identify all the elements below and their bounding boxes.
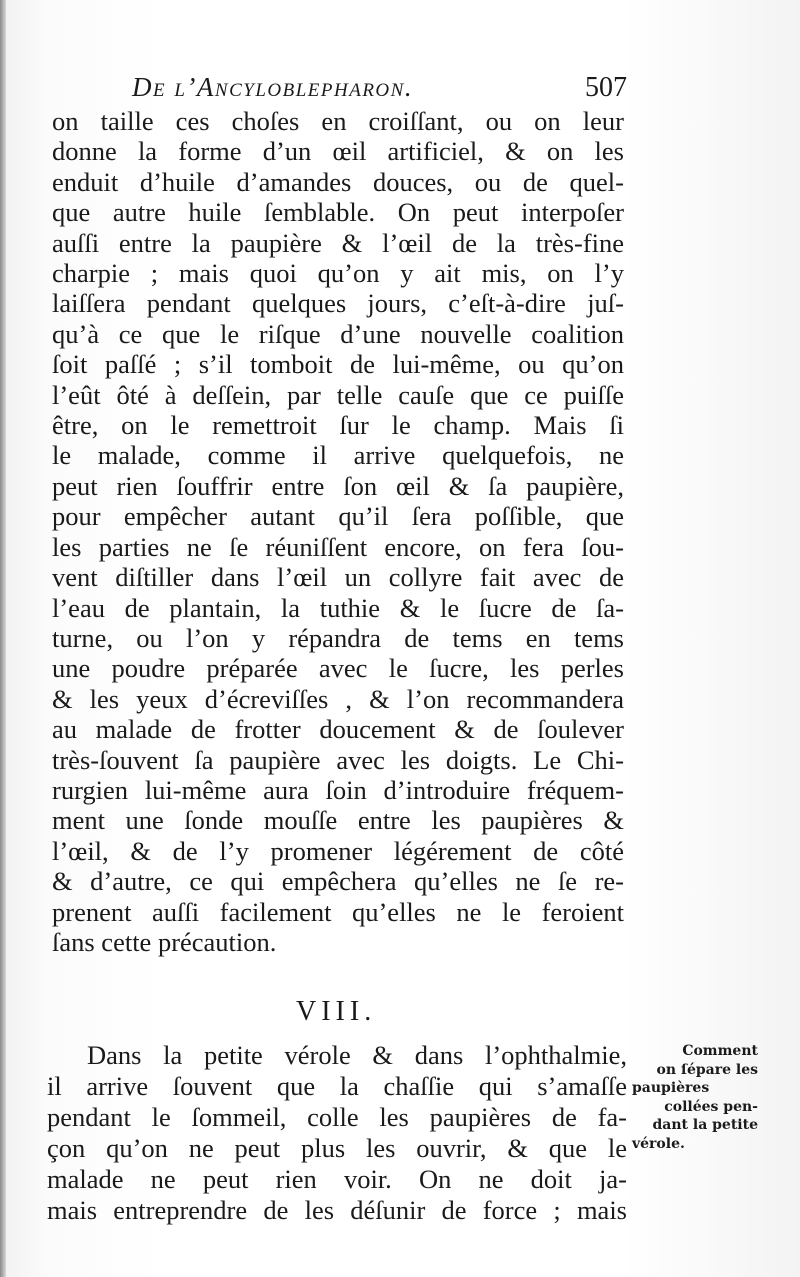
marginal-note-line: Comment <box>682 1043 758 1059</box>
text-line: mais entreprendre de les déſunir de force ; mais <box>47 1195 627 1225</box>
text-line: ſoit paſſé ; s’il tomboit de lui-même, ou qu’on <box>52 349 624 380</box>
text-line: l’œil, & de l’y promener légérement de côté <box>52 835 624 866</box>
text-line: laiſſera pendant quelques jours, c’eſt-à-dire juſ- <box>52 288 624 319</box>
text-line: une poudre préparée avec le ſucre, les perles <box>52 653 624 684</box>
text-line: très-ſouvent ſa paupière avec les doigts. Le Chi- <box>52 744 624 775</box>
text-line: turne, ou l’on y répandra de tems en tems <box>52 622 624 653</box>
marginal-note-line: vérole. <box>632 1135 685 1152</box>
text-line: vent diſtiller dans l’œil un collyre fait avec de <box>52 562 624 593</box>
text-line: les parties ne ſe réuniſſent encore, on fera ſou- <box>52 531 624 562</box>
page-binding-edge <box>0 0 6 1277</box>
text-line: rurgien lui-même aura ſoin d’introduire fréquem- <box>52 774 624 805</box>
text-line: être, on le remettroit ſur le champ. Mais ſi <box>52 410 624 441</box>
text-line: que autre huile ſemblable. On peut interpoſer <box>52 197 624 228</box>
text-line: pendant le ſommeil, colle les paupières de fa- <box>47 1102 627 1132</box>
text-line: pour empêcher autant qu’il ſera poſſible, que <box>52 501 624 532</box>
text-line: & les yeux d’écreviſſes , & l’on recommandera <box>52 683 624 714</box>
paragraph-continued <box>52 106 624 957</box>
text-line: on taille ces choſes en croiſſant, ou on leur <box>52 106 624 136</box>
marginal-note <box>632 1042 758 1153</box>
text-line: peut rien ſouffrir entre ſon œil & ſa paupière, <box>52 470 624 501</box>
text-line: ſans cette précaution. <box>52 926 277 957</box>
text-line: donne la forme d’un œil artificiel, & on les <box>52 136 624 167</box>
paragraph-section-viii <box>47 1040 627 1226</box>
text-line: qu’à ce que le riſque d’une nouvelle coalition <box>52 318 624 349</box>
text-line: l’eau de plantain, la tuthie & le ſucre de ſa- <box>52 592 624 623</box>
marginal-note-line: paupières <box>632 1080 710 1096</box>
marginal-note-line: on ſépare les <box>656 1061 758 1078</box>
text-line: Dans la petite vérole & dans l’ophthalmie, <box>87 1040 627 1070</box>
text-line: charpie ; mais quoi qu’on y ait mis, on l’y <box>52 258 624 289</box>
text-line: malade ne peut rien voir. On ne doit ja- <box>47 1164 627 1194</box>
running-title: De l’Ancyloblepharon. <box>132 72 414 102</box>
text-line: ment une ſonde mouſſe entre les paupières & <box>52 805 624 836</box>
text-line: çon qu’on ne peut plus les ouvrir, & que le <box>47 1133 627 1163</box>
text-line: enduit d’huile d’amandes douces, ou de quel- <box>52 166 624 197</box>
text-line: l’eût ôté à deſſein, par telle cauſe que ce puiſſe <box>52 379 624 410</box>
section-heading: VIII. <box>296 996 377 1027</box>
text-line: le malade, comme il arrive quelquefois, ne <box>52 440 624 471</box>
text-line: il arrive ſouvent que la chaſſie qui s’amaſſe <box>47 1071 627 1101</box>
marginal-note-line: collées pen- <box>664 1098 758 1115</box>
page-number: 507 <box>585 72 627 103</box>
text-line: au malade de frotter doucement & de ſoulever <box>52 714 624 745</box>
text-line: & d’autre, ce qui empêchera qu’elles ne ſe re- <box>52 866 624 897</box>
marginal-note-line: dant la petite <box>652 1117 758 1133</box>
text-line: prenent auſſi facilement qu’elles ne le feroient <box>52 896 624 927</box>
text-line: auſſi entre la paupière & l’œil de la très-fine <box>52 227 624 258</box>
